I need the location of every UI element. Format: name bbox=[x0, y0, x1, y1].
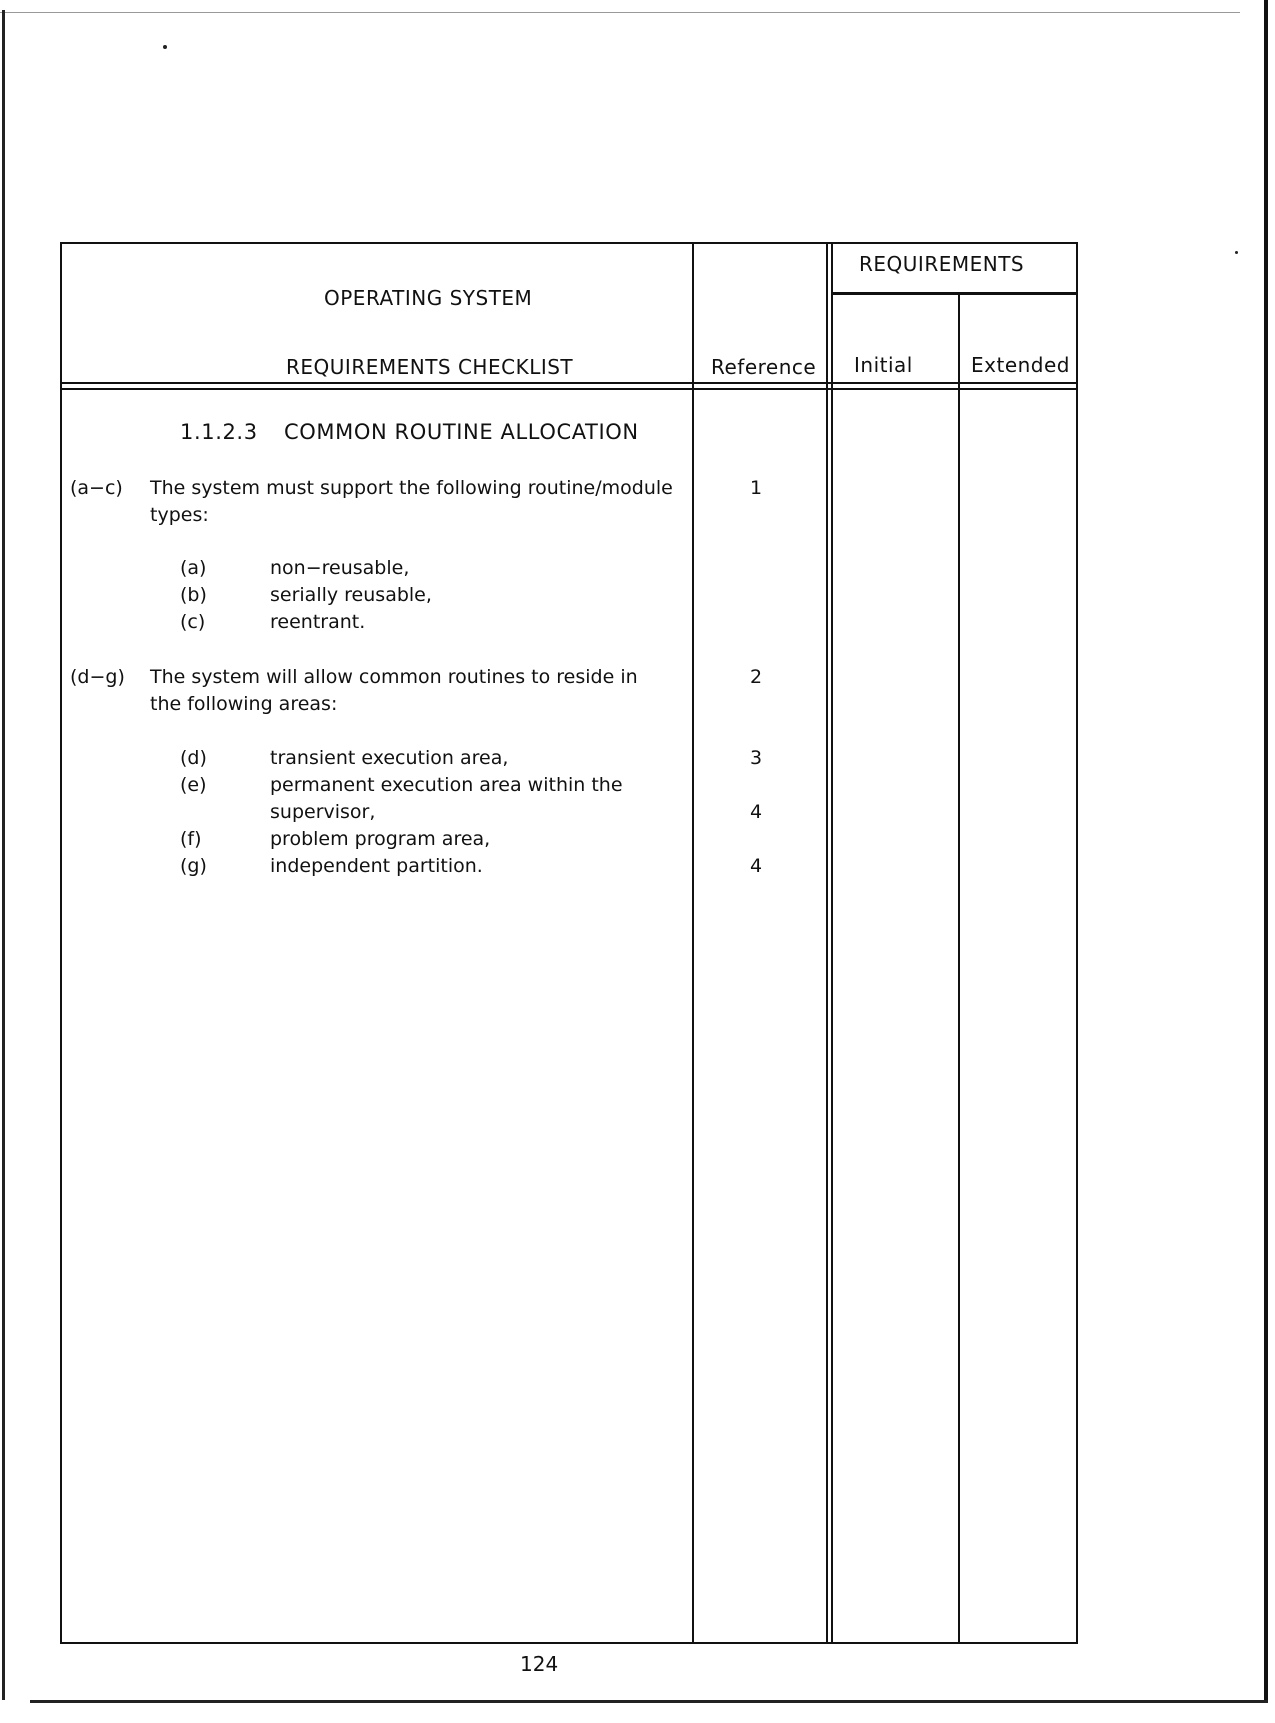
group-statement-line1: The system will allow common routines to reside in bbox=[150, 666, 638, 688]
item-text: serially reusable, bbox=[270, 584, 432, 606]
item-letter: (e) bbox=[180, 774, 207, 796]
item-letter: (d) bbox=[180, 747, 207, 769]
checklist-title-line2: REQUIREMENTS CHECKLIST bbox=[286, 355, 574, 379]
page-number: 124 bbox=[520, 1652, 559, 1676]
item-text: independent partition. bbox=[270, 855, 483, 877]
requirements-subheader-line bbox=[831, 292, 1078, 295]
column-divider-reference bbox=[692, 242, 694, 1644]
reference-value: 4 bbox=[750, 855, 763, 877]
table-border-bottom bbox=[60, 1642, 1078, 1644]
section-title: COMMON ROUTINE ALLOCATION bbox=[284, 420, 639, 444]
reference-column-header: Reference bbox=[711, 355, 817, 379]
item-text: transient execution area, bbox=[270, 747, 509, 769]
column-divider-requirements bbox=[826, 242, 828, 1644]
requirements-checklist-table bbox=[60, 242, 1078, 1644]
table-border-top bbox=[60, 242, 1078, 244]
reference-value: 1 bbox=[750, 477, 763, 499]
section-number: 1.1.2.3 bbox=[180, 420, 258, 444]
reference-value: 2 bbox=[750, 666, 763, 688]
scan-speck bbox=[163, 45, 167, 49]
header-separator bbox=[60, 382, 1078, 384]
initial-column-header: Initial bbox=[854, 353, 913, 377]
scan-speck bbox=[1235, 251, 1238, 254]
item-text: permanent execution area within the bbox=[270, 774, 623, 796]
item-letter: (g) bbox=[180, 855, 207, 877]
item-letter: (a) bbox=[180, 557, 207, 579]
scan-edge-top bbox=[0, 12, 1240, 13]
scan-edge-left bbox=[2, 10, 5, 1700]
group-label: (a−c) bbox=[70, 477, 123, 499]
reference-value: 4 bbox=[750, 801, 763, 823]
group-statement-line2: the following areas: bbox=[150, 693, 338, 715]
scan-edge-bottom bbox=[30, 1700, 1268, 1703]
table-border-right bbox=[1076, 242, 1078, 1644]
table-border-left bbox=[60, 242, 62, 1644]
item-letter: (c) bbox=[180, 611, 206, 633]
group-statement-line2: types: bbox=[150, 504, 209, 526]
group-label: (d−g) bbox=[70, 666, 125, 688]
item-letter: (b) bbox=[180, 584, 207, 606]
requirements-column-header: REQUIREMENTS bbox=[859, 252, 1025, 276]
item-text: reentrant. bbox=[270, 611, 366, 633]
scan-edge-right bbox=[1264, 0, 1268, 1703]
column-divider-requirements bbox=[831, 242, 833, 1644]
item-letter: (f) bbox=[180, 828, 202, 850]
item-text: problem program area, bbox=[270, 828, 491, 850]
column-divider-extended bbox=[958, 292, 960, 1644]
item-text: non−reusable, bbox=[270, 557, 410, 579]
extended-column-header: Extended bbox=[971, 353, 1070, 377]
header-separator bbox=[60, 388, 1078, 390]
reference-value: 3 bbox=[750, 747, 763, 769]
item-text-continued: supervisor, bbox=[270, 801, 376, 823]
group-statement-line1: The system must support the following routine/module bbox=[150, 477, 673, 499]
checklist-title-line1: OPERATING SYSTEM bbox=[324, 286, 533, 310]
